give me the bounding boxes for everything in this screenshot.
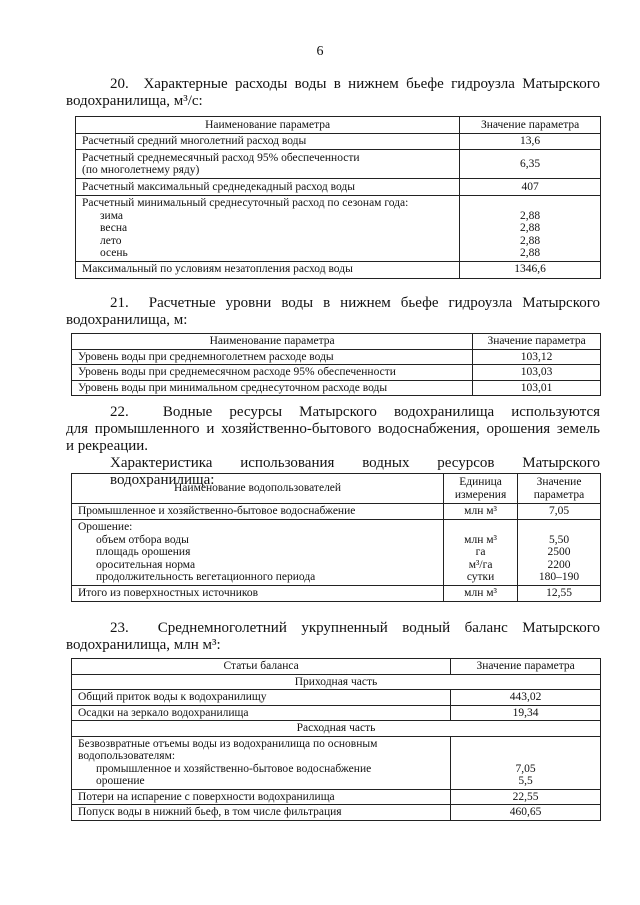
table-20-cell-name: Расчетный средний многолетний расход воды	[76, 134, 460, 150]
irrigation-item-name: продолжительность вегетационного периода	[96, 571, 316, 583]
irrigation-item-name: оросительная норма	[96, 558, 196, 571]
table-21-cell-name: Уровень воды при минимальном среднесуточном расходе воды	[72, 380, 473, 396]
table-23-irrevocable-names	[72, 736, 451, 789]
table-21-cell-value: 103,01	[473, 380, 601, 396]
irrigation-item-value: 2200	[547, 558, 571, 571]
irrigation-item-unit: млн м³	[464, 533, 497, 546]
irrigation-item-unit: сутки	[466, 571, 495, 583]
table-row	[76, 261, 601, 278]
section-22-heading-3	[66, 438, 600, 455]
table-23-cell-name: Осадки на зеркало водохранилища	[72, 705, 451, 721]
table-23-income-header: Приходная часть	[72, 674, 601, 690]
irrevocable-title-line2: водопользователям:	[78, 750, 176, 762]
section-21-number: 21.	[110, 295, 129, 311]
table-row	[72, 504, 601, 520]
table-row	[72, 736, 601, 789]
table-20-cell-name: Максимальный по условиям незатопления расход воды	[76, 261, 460, 278]
table-row	[72, 380, 601, 396]
section-22-subtitle: Характеристика использования водных ресурсов Матырского водохранилища:	[110, 455, 600, 488]
irrigation-item-unit: м³/га	[468, 558, 493, 571]
section-22-heading-2	[66, 421, 600, 438]
section-23-heading	[66, 620, 600, 637]
table-21-cell-value: 103,12	[473, 349, 601, 365]
table-20-seasonal-names	[76, 196, 460, 262]
irrevocable-title-line1: Безвозвратные отъемы воды из водохранилища по основным	[78, 737, 378, 750]
table-23-expense-header: Расходная часть	[72, 721, 601, 737]
table-20-header-param: Наименование параметра	[76, 117, 460, 134]
section-20-title-line2: водохранилища, м³/с:	[66, 93, 203, 109]
section-21-heading-2	[66, 312, 600, 329]
table-22-irrigation-units	[444, 520, 518, 586]
season-summer-value: 2,88	[520, 234, 541, 247]
season-spring: весна	[100, 222, 128, 234]
table-20-cell-name-line1: Расчетный среднемесячный расход 95% обеспеченности	[82, 151, 360, 164]
table-row	[72, 805, 601, 821]
section-22-number: 22.	[110, 404, 129, 420]
table-23-cell-value: 460,65	[451, 805, 601, 821]
table-20-seasonal-title: Расчетный минимальный среднесуточный расход по сезонам года:	[82, 197, 409, 209]
table-21-header-value: Значение параметра	[473, 334, 601, 350]
table-22-cell-value: 12,55	[518, 585, 601, 601]
table-22-header-name: Наименование водопользователей	[72, 474, 444, 504]
section-23-title-line1: Среднемноголетний укрупненный водный баланс Матырского	[157, 620, 600, 636]
table-20-cell-name: Расчетный максимальный среднедекадный расход воды	[76, 179, 460, 196]
table-22-header-value: Значение параметра	[518, 474, 601, 504]
season-winter: зима	[100, 209, 123, 222]
page-number: 6	[316, 44, 324, 59]
table-row	[72, 789, 601, 805]
irrevocable-item-value: 7,05	[515, 762, 536, 775]
table-22-header-unit: Единица измерения	[444, 474, 518, 504]
table-20-cell-value: 407	[460, 179, 601, 196]
table-22-cell-unit: млн м³	[444, 585, 518, 601]
table-23-cell-value: 22,55	[451, 789, 601, 805]
table-23-cell-name: Потери на испарение с поверхности водохранилища	[72, 789, 451, 805]
section-22-title-line2: для промышленного и хозяйственно-бытового водоснабжения, орошения земель	[66, 421, 600, 437]
table-23-cell-name: Попуск воды в нижний бьеф, в том числе фильтрация	[72, 805, 451, 821]
irrigation-item-unit: га	[475, 546, 486, 558]
table-row	[72, 705, 601, 721]
irrigation-item-value: 180–190	[538, 571, 580, 583]
table-23-cell-name: Общий приток воды к водохранилищу	[72, 690, 451, 706]
table-22-irrigation-values	[518, 520, 601, 586]
section-20-heading	[66, 76, 600, 93]
section-20-number: 20.	[110, 76, 129, 92]
table-23-cell-value: 443,02	[451, 690, 601, 706]
irrigation-title: Орошение:	[78, 521, 133, 533]
table-row	[76, 196, 601, 262]
irrevocable-item-value: 5,5	[518, 775, 533, 787]
section-22-title-line3: и рекреации.	[66, 438, 149, 454]
table-21	[71, 333, 601, 396]
table-20-seasonal-values	[460, 196, 601, 262]
table-21-cell-name: Уровень воды при среднемноголетнем расходе воды	[72, 349, 473, 365]
season-autumn-value: 2,88	[520, 247, 541, 259]
table-row	[72, 365, 601, 381]
table-20-cell-name-line2: (по многолетнему ряду)	[82, 164, 200, 176]
table-23-irrevocable-values	[451, 736, 601, 789]
table-22-cell-name: Итого из поверхностных источников	[72, 585, 444, 601]
section-21-title-line1: Расчетные уровни воды в нижнем бьефе гидроузла Матырского	[148, 295, 601, 311]
table-row	[72, 690, 601, 706]
section-21-heading	[66, 295, 600, 312]
table-row	[76, 134, 601, 150]
season-spring-value: 2,88	[520, 222, 541, 234]
table-row	[76, 150, 601, 179]
irrevocable-item-name: орошение	[96, 775, 145, 787]
table-22-cell-unit: млн м³	[444, 504, 518, 520]
table-21-cell-name: Уровень воды при среднемесячном расходе 95% обеспеченности	[72, 365, 473, 381]
table-23-header-value: Значение параметра	[451, 659, 601, 675]
table-22-cell-value: 7,05	[518, 504, 601, 520]
section-21-title-line2: водохранилища, м:	[66, 312, 188, 328]
irrigation-item-name: объем отбора воды	[96, 533, 189, 546]
season-winter-value: 2,88	[520, 209, 541, 222]
table-20-cell-value: 1346,6	[460, 261, 601, 278]
table-row	[72, 585, 601, 601]
section-20-title-line1: Характерные расходы воды в нижнем бьефе гидроузла Матырского	[143, 76, 600, 92]
table-22-irrigation-names	[72, 520, 444, 586]
season-summer: лето	[100, 234, 122, 247]
table-row	[72, 349, 601, 365]
section-23-number: 23.	[110, 620, 129, 636]
table-23-header-item: Статьи баланса	[72, 659, 451, 675]
table-22-cell-name: Промышленное и хозяйственно-бытовое водоснабжение	[72, 504, 444, 520]
irrigation-item-value: 2500	[547, 546, 571, 558]
table-20-cell-value: 13,6	[460, 134, 601, 150]
season-autumn: осень	[100, 247, 128, 259]
table-20-header-value: Значение параметра	[460, 117, 601, 134]
section-22-title-line1: Водные ресурсы Матырского водохранилища используются	[162, 404, 600, 420]
table-row	[76, 179, 601, 196]
table-23	[71, 658, 601, 821]
section-20-heading-2	[66, 93, 600, 110]
irrevocable-item-name: промышленное и хозяйственно-бытовое водоснабжение	[96, 762, 372, 775]
section-23-heading-2	[66, 637, 600, 654]
table-21-header-param: Наименование параметра	[72, 334, 473, 350]
table-21-cell-value: 103,03	[473, 365, 601, 381]
table-row	[72, 520, 601, 586]
irrigation-item-name: площадь орошения	[96, 546, 191, 558]
table-22	[71, 473, 601, 602]
irrigation-item-value: 5,50	[548, 533, 570, 546]
section-22-heading	[66, 404, 600, 421]
section-23-title-line2: водохранилища, млн м³:	[66, 637, 221, 653]
table-20-cell-value: 6,35	[460, 150, 601, 179]
table-20	[75, 116, 601, 279]
table-23-cell-value: 19,34	[451, 705, 601, 721]
table-20-cell-name	[76, 150, 460, 179]
